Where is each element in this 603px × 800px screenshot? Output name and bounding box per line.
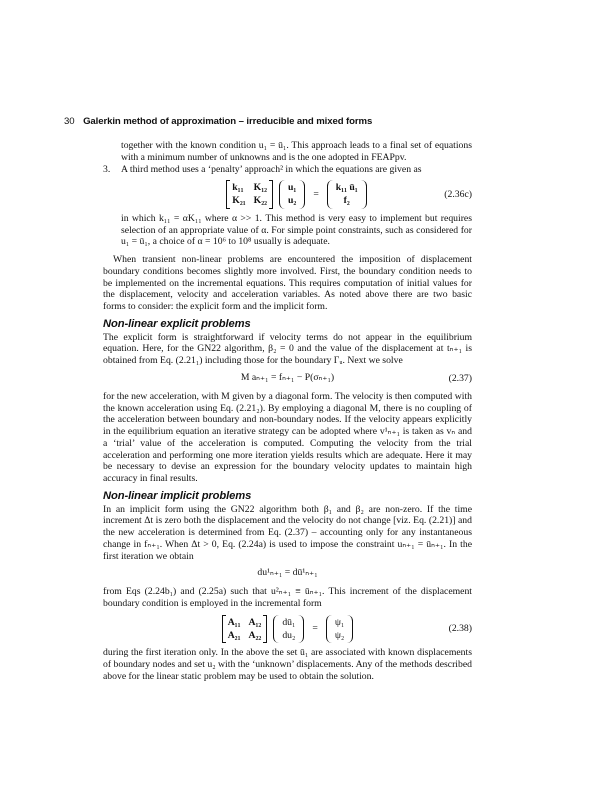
matrix-cell: A₂₁ [227,629,241,641]
equation-expression: du¹ₙ₊₁ = dū¹ₙ₊₁ [257,567,318,579]
penalty-matrix [226,180,273,209]
matrix-cell: K₂₁ [232,195,246,206]
list-number: 3. [103,163,111,175]
running-title: Galerkin method of approximation – irreducible and mixed forms [83,116,373,127]
list-item-3 [103,164,472,249]
matrix-cell: A₂₂ [248,629,262,641]
continuation-paragraph: together with the known condition u₁ = ū₁. This approach leads to a final set of equations with a minimum number of unknowns and is the one adopted in FEAPpv. [121,140,472,163]
unknown-vector [273,615,304,644]
running-header [64,116,544,127]
equation-2-36c: k₁₁ K₁₂ K₂₁ K₂₂ u₁ u₂ = k₁₁ ū₁ f₂ (2.36c) [121,180,472,209]
vector-entry: k₁₁ ū₁ [335,182,358,194]
vector-entry: u₂ [288,195,297,206]
explicit-paragraph-2: for the new acceleration, with M given by a diagonal form. The velocity is then computed with the known acceleration using Eq. (2.21₂). By employing a diagonal M, there is no coupling of the acceleration between boundary and non-boundary nodes. If the velocity appears explicitly in the equilibrium equation an iterative strategy can be adopted where v¹ₙ₊₁ is taken as vₙ and a ‘trial’ value of the acceleration is computed. Computing the velocity from the trial acceleration and performing one more iteration yields results which are adequate. Here it may be necessary to devise an expression for the boundary velocity updates to maintain high accuracy in final results. [103,390,472,484]
equation-label: (2.38) [448,623,472,635]
vector-entry: ψ₁ [334,616,345,628]
vector-entry: du₂ [282,629,296,641]
equation-label: (2.37) [448,372,472,384]
incremental-matrix [222,615,268,644]
equation-increment [103,567,472,581]
vector-entry: f₂ [343,195,350,206]
matrix-cell: A₁₂ [248,616,262,628]
matrix-cell: K₁₂ [253,182,268,194]
item3-text: A third method uses a ‘penalty’ approach² in which the equations are given as [121,163,422,175]
unknown-vector [279,180,305,209]
equation-expression: M aₙ₊₁ = fₙ₊₁ − P(σₙ₊₁) [240,371,335,383]
rhs-vector [326,615,353,644]
vector-entry: ψ₂ [334,629,345,641]
rhs-vector [327,180,367,209]
vector-entry: dū₁ [282,616,296,628]
equation-2-37 [103,372,472,386]
explicit-paragraph-1: The explicit form is straightforward if velocity terms do not appear in the equilibrium equation. Here, for the GN22 algorithm, β₂ = 0 and the value of the displacement at tₙ₊₁ is obtained from Eq. (2.21₁) including those for the boundary Γᵤ. Next we solve [103,331,472,366]
implicit-paragraph-1: In an implicit form using the GN22 algorithm both β₁ and β₂ are non-zero. If the time increment Δt is zero both the displacement and the velocity do not change [viz. Eq. (2.21)] and the new acceleration is determined from Eq. (2.37) – accounting only for any instantaneous change in fₙ₊₁. When Δt > 0, Eq. (2.24a) is used to impose the constraint uₙ₊₁ = ūₙ₊₁. In the first iteration we obtain [103,503,472,562]
transient-paragraph: When transient non-linear problems are encountered the imposition of displacement boundary conditions becomes slightly more involved. First, the boundary condition needs to be implemented on the incremental equations. This requires computation of initial values for the displacement, velocity and acceleration variables. As noted above there are two basic forms to consider: the explicit form and the implicit form. [103,254,472,312]
matrix-cell: A₁₁ [227,616,241,628]
equation-label: (2.36c) [444,188,472,200]
equation-2-38: A₁₁ A₁₂ A₂₁ A₂₂ dū₁ du₂ = ψ₁ ψ₂ (2.38) [103,615,472,644]
implicit-paragraph-2: from Eqs (2.24b₁) and (2.25a) such that u²ₙ₊₁ ≡ ūₙ₊₁. This increment of the displacement boundary condition is employed in the incremental form [103,586,472,609]
vector-entry: u₁ [288,182,297,194]
page-number: 30 [64,116,75,127]
matrix-cell: K₂₂ [253,195,268,206]
section-heading-explicit: Non-linear explicit problems [103,317,251,330]
body-text [103,140,472,683]
matrix-cell: k₁₁ [232,182,244,194]
item3-after-text: in which k₁₁ = αK₁₁ where α >> 1. This method is very easy to implement but requires selection of an appropriate value of α. For simple point constraints, such as considered for u₁ = ū₁, a choice of α = 10⁶ to 10⁸ usually is adequate. [121,212,472,248]
implicit-paragraph-3: during the first iteration only. In the above the set ū₁ are associated with known displacements of boundary nodes and set u₂ with the ‘unknown’ displacements. Any of the methods described above for the linear static problem may be used to obtain the solution. [103,647,472,682]
section-heading-implicit: Non-linear implicit problems [103,489,252,502]
